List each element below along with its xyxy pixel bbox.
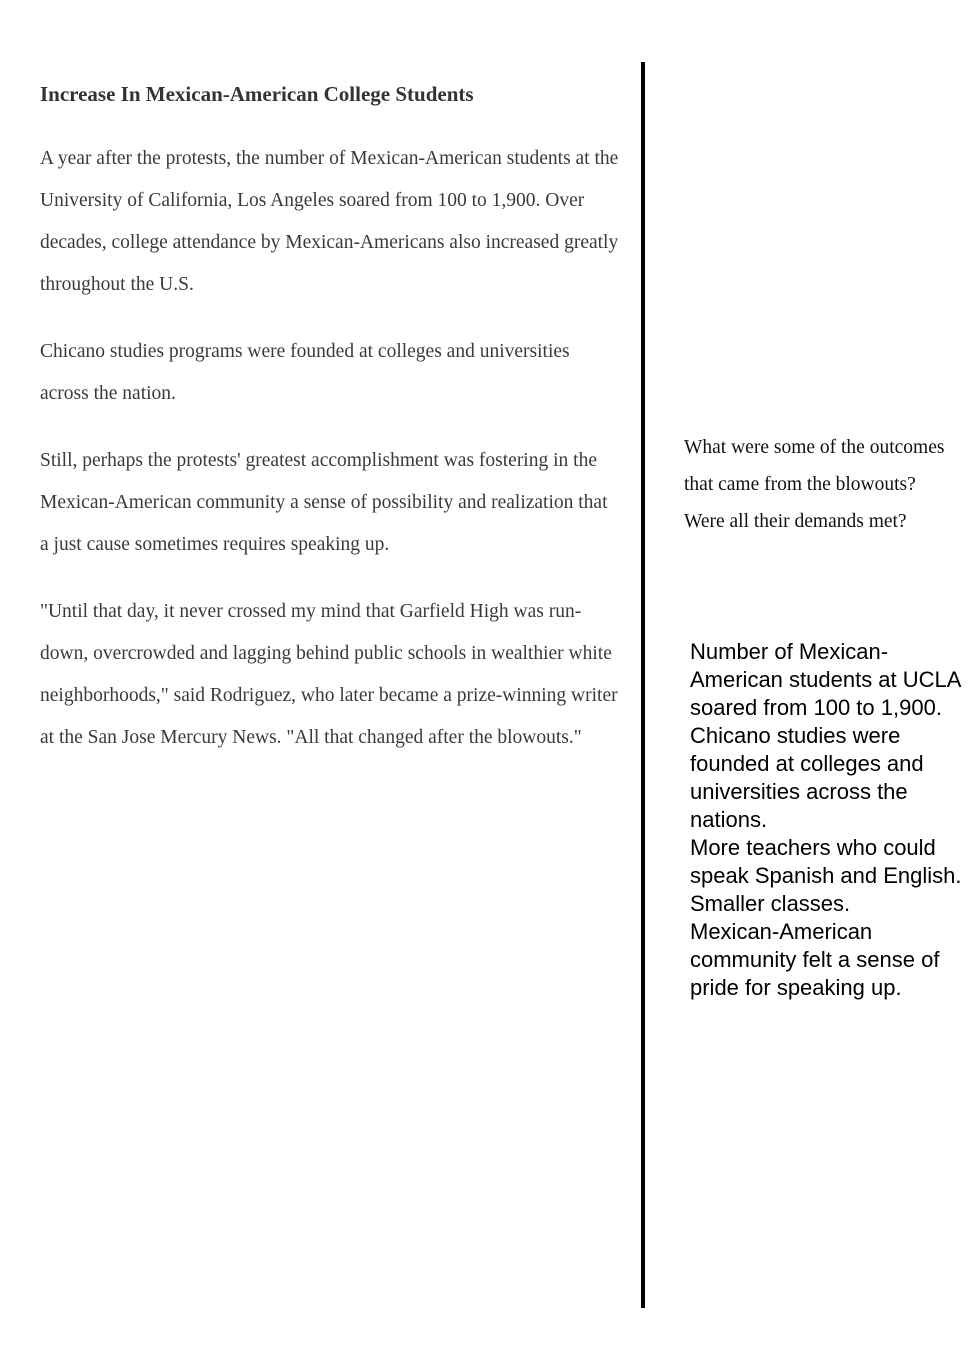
article-paragraph-2: Chicano studies programs were founded at colleges and universities across the nation.	[40, 341, 570, 404]
answer-item: Number of Mexican-American students at UCLA soared from 100 to 1,900.	[690, 639, 961, 720]
article-heading: Increase In Mexican-American College Students	[40, 82, 474, 106]
sidebar-answers	[690, 638, 970, 1002]
article-paragraph-1: A year after the protests, the number of Mexican-American students at the University of California, Los Angeles soared from 100 to 1,900. Over decades, college attendance by Mexican-Americans also increased greatly throughout the U.S.	[40, 148, 619, 295]
article-paragraph-4: "Until that day, it never crossed my mind that Garfield High was run-down, overcrowded and lagging behind public schools in wealthier white neighborhoods," said Rodriguez, who later became a prize-winning writer at the San Jose Mercury News. "All that changed after the blowouts."	[40, 601, 618, 748]
sidebar-question: What were some of the outcomes that came from the blowouts? Were all their demands met?	[684, 437, 945, 532]
article-paragraph-3: Still, perhaps the protests' greatest accomplishment was fostering in the Mexican-American community a sense of possibility and realization that a just cause sometimes requires speaking up.	[40, 450, 608, 555]
answer-item: More teachers who could speak Spanish and English. Smaller classes.	[690, 835, 962, 916]
answer-item: Chicano studies were founded at colleges and universities across the nations.	[690, 723, 924, 832]
article	[40, 78, 620, 784]
column-divider	[641, 62, 645, 1308]
answer-item: Mexican-American community felt a sense of pride for speaking up.	[690, 919, 940, 1000]
